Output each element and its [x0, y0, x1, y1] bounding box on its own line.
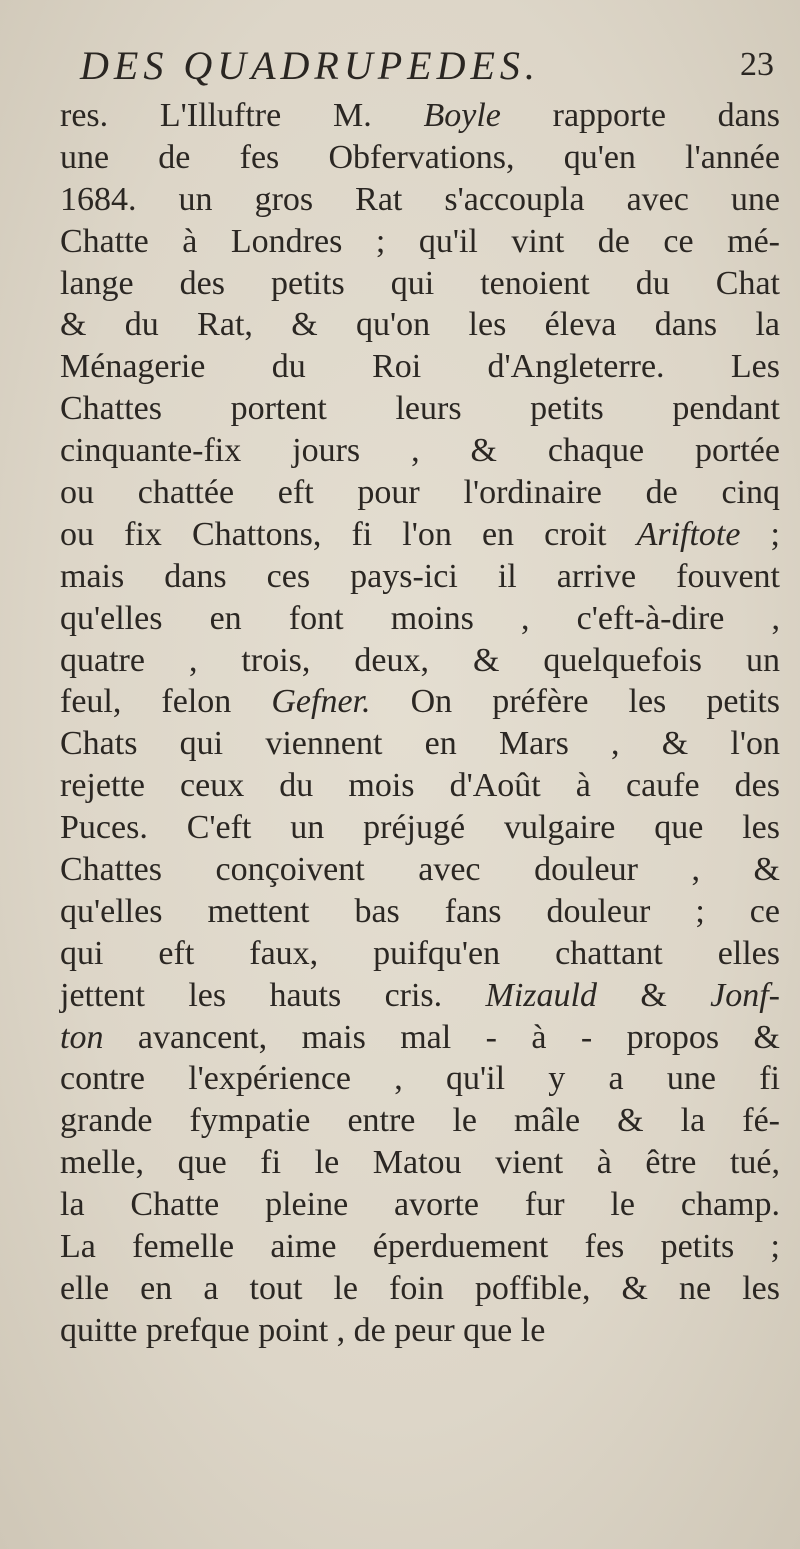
- text-line: [60, 304, 780, 346]
- text-segment: Ménagerie du Roi d'Angleterre. Les: [60, 348, 780, 386]
- text-segment: la Chatte pleine avorte fur le champ.: [60, 1186, 780, 1224]
- text-line: [60, 221, 780, 263]
- text-segment: rejette ceux du mois d'Août à caufe des: [60, 767, 780, 805]
- text-segment: qu'elles mettent bas fans douleur ; ce: [60, 892, 780, 930]
- text-segment: jettent les hauts cris.: [60, 976, 486, 1014]
- text-segment: mais dans ces pays-ici il arrive fouvent: [60, 557, 780, 595]
- italic-text-segment: Ariftote: [636, 515, 741, 553]
- italic-text-segment: Mizauld: [485, 976, 597, 1014]
- text-segment: quatre , trois, deux, & quelquefois un: [60, 641, 780, 679]
- text-line: [60, 95, 780, 137]
- text-segment: Puces. C'eft un préjugé vulgaire que les: [60, 809, 780, 847]
- text-segment: elle en a tout le foin poffible, & ne les: [60, 1269, 780, 1307]
- text-segment: Chattes conçoivent avec douleur , &: [60, 851, 780, 889]
- text-segment: avancent, mais mal - à - propos &: [103, 1018, 780, 1056]
- italic-text-segment: Boyle: [423, 97, 501, 134]
- text-segment: res. L'Illuftre M.: [60, 97, 424, 134]
- text-line: [60, 472, 780, 514]
- text-line: [60, 137, 780, 179]
- text-segment: & du Rat, & qu'on les éleva dans la: [60, 306, 780, 344]
- text-line: [60, 346, 780, 388]
- text-segment: Chats qui viennent en Mars , & l'on: [60, 725, 780, 763]
- italic-text-segment: Gefner.: [271, 683, 371, 721]
- text-line: [60, 1268, 780, 1310]
- text-line: [60, 807, 780, 849]
- page-number: 23: [740, 46, 774, 83]
- text-segment: 1684. un gros Rat s'accoupla avec une: [60, 180, 780, 218]
- running-head: [80, 38, 774, 92]
- text-segment: qui eft faux, puifqu'en chattant elles: [60, 934, 780, 972]
- text-line: [60, 514, 780, 556]
- text-segment: ;: [740, 515, 780, 553]
- text-line: [60, 1226, 780, 1268]
- text-line: [60, 975, 780, 1017]
- text-segment: qu'elles en font moins , c'eft-à-dire ,: [60, 599, 780, 637]
- text-segment: melle, que fi le Matou vient à être tué,: [60, 1144, 780, 1182]
- text-line: [60, 723, 780, 765]
- text-segment: ou chattée eft pour l'ordinaire de cinq: [60, 474, 780, 512]
- text-segment: Chatte à Londres ; qu'il vint de ce mé-: [60, 222, 780, 260]
- text-line: [60, 1017, 780, 1059]
- text-segment: La femelle aime éperduement fes petits ;: [60, 1228, 780, 1266]
- running-head-title: DES QUADRUPEDES.: [80, 43, 540, 88]
- italic-text-segment: Jonf-: [710, 976, 780, 1014]
- text-line: [60, 1142, 780, 1184]
- text-segment: une de fes Obfervations, qu'en l'année: [60, 138, 780, 176]
- text-line: [60, 179, 780, 221]
- text-line: [60, 765, 780, 807]
- text-line: [60, 263, 780, 305]
- text-segment: On préfère les petits: [370, 683, 780, 721]
- text-segment: rapporte dans: [500, 97, 780, 134]
- text-segment: lange des petits qui tenoient du Chat: [60, 264, 780, 302]
- text-segment: ou fix Chattons, fi l'on en croit: [60, 515, 637, 553]
- text-segment: quitte prefque point , de peur que le: [60, 1311, 546, 1349]
- text-line: [60, 430, 780, 472]
- text-segment: contre l'expérience , qu'il y a une fi: [60, 1060, 780, 1098]
- text-line: [60, 1184, 780, 1226]
- text-segment: grande fympatie entre le mâle & la fé-: [60, 1102, 780, 1140]
- text-line: [60, 933, 780, 975]
- text-line: [60, 598, 780, 640]
- text-line: [60, 556, 780, 598]
- text-segment: &: [596, 976, 711, 1014]
- text-line: [60, 891, 780, 933]
- text-line: [60, 388, 780, 430]
- text-line: [60, 1310, 780, 1352]
- body-text: [60, 95, 780, 1352]
- text-segment: cinquante-fix jours , & chaque portée: [60, 432, 780, 470]
- italic-text-segment: ton: [60, 1018, 104, 1056]
- text-segment: Chattes portent leurs petits pendant: [60, 390, 780, 428]
- text-segment: feul, felon: [60, 683, 272, 721]
- text-line: [60, 640, 780, 682]
- text-line: [60, 1058, 780, 1100]
- text-line: [60, 681, 780, 723]
- text-line: [60, 1100, 780, 1142]
- text-line: [60, 849, 780, 891]
